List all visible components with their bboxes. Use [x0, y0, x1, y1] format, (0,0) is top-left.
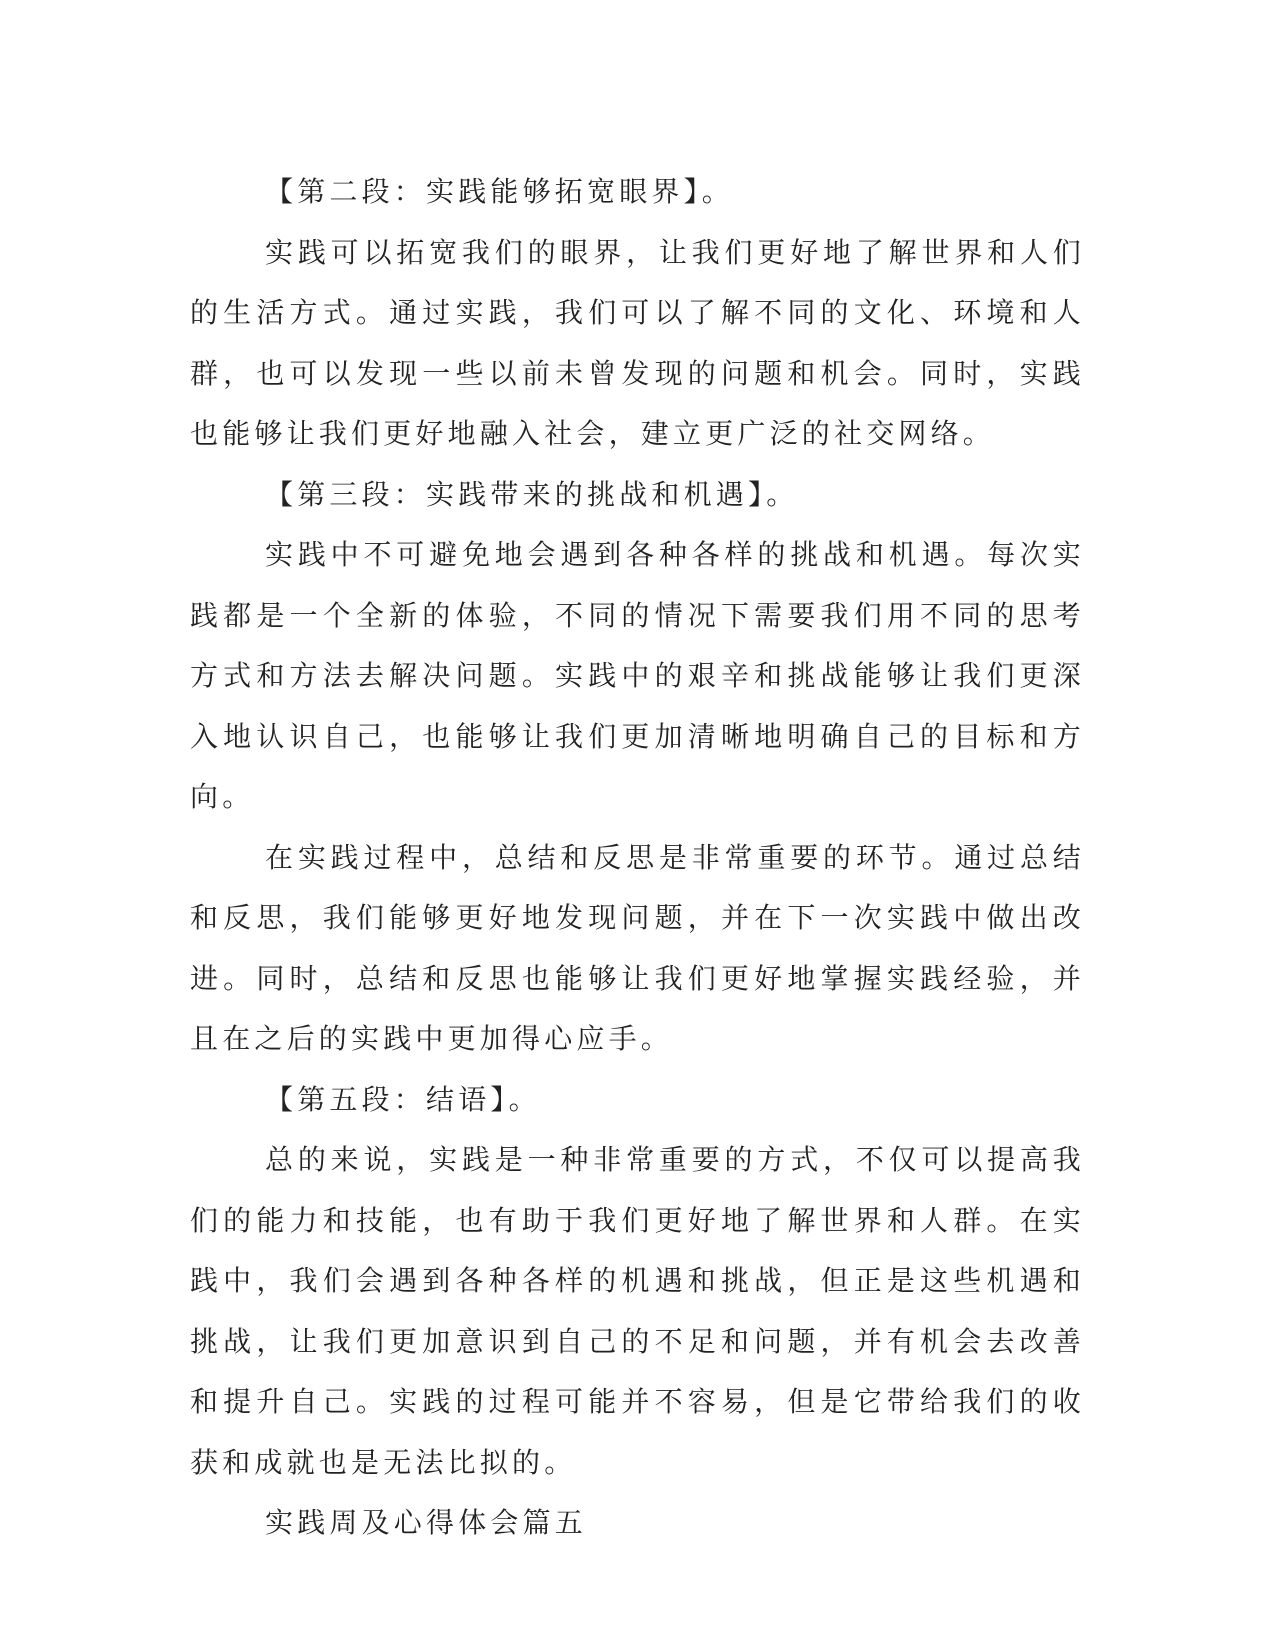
paragraph-challenges-opportunities: 实践中不可避免地会遇到各种各样的挑战和机遇。每次实践都是一个全新的体验，不同的情况下需要我们用不同的思考方式和方法去解决问题。实践中的艰辛和挑战能够让我们更深入地认识自己，也能够让我们更加清晰地明确自己的目标和方向。	[190, 538, 1085, 813]
document-body	[190, 162, 1085, 1554]
paragraph-broaden-horizons: 实践可以拓宽我们的眼界，让我们更好地了解世界和人们的生活方式。通过实践，我们可以了解不同的文化、环境和人群，也可以发现一些以前未曾发现的问题和机会。同时，实践也能够让我们更好地融入社会，建立更广泛的社交网络。	[190, 235, 1085, 450]
paragraph-conclusion: 总的来说，实践是一种非常重要的方式，不仅可以提高我们的能力和技能，也有助于我们更好地了解世界和人群。在实践中，我们会遇到各种各样的机遇和挑战，但正是这些机遇和挑战，让我们更加意识到自己的不足和问题，并有机会去改善和提升自己。实践的过程可能并不容易，但是它带给我们的收获和成就也是无法比拟的。	[190, 1143, 1085, 1479]
section-heading-3: 【第三段：实践带来的挑战和机遇】。	[265, 477, 799, 511]
section-heading-2: 【第二段：实践能够拓宽眼界】。	[265, 175, 735, 208]
article-title-part-five: 实践周及心得体会篇五	[265, 1506, 588, 1539]
section-heading-5: 【第五段：结语】。	[265, 1082, 541, 1116]
paragraph-summary-reflection: 在实践过程中，总结和反思是非常重要的环节。通过总结和反思，我们能够更好地发现问题，并在下一次实践中做出改进。同时，总结和反思也能够让我们更好地掌握实践经验，并且在之后的实践中更加得心应手。	[190, 840, 1085, 1055]
